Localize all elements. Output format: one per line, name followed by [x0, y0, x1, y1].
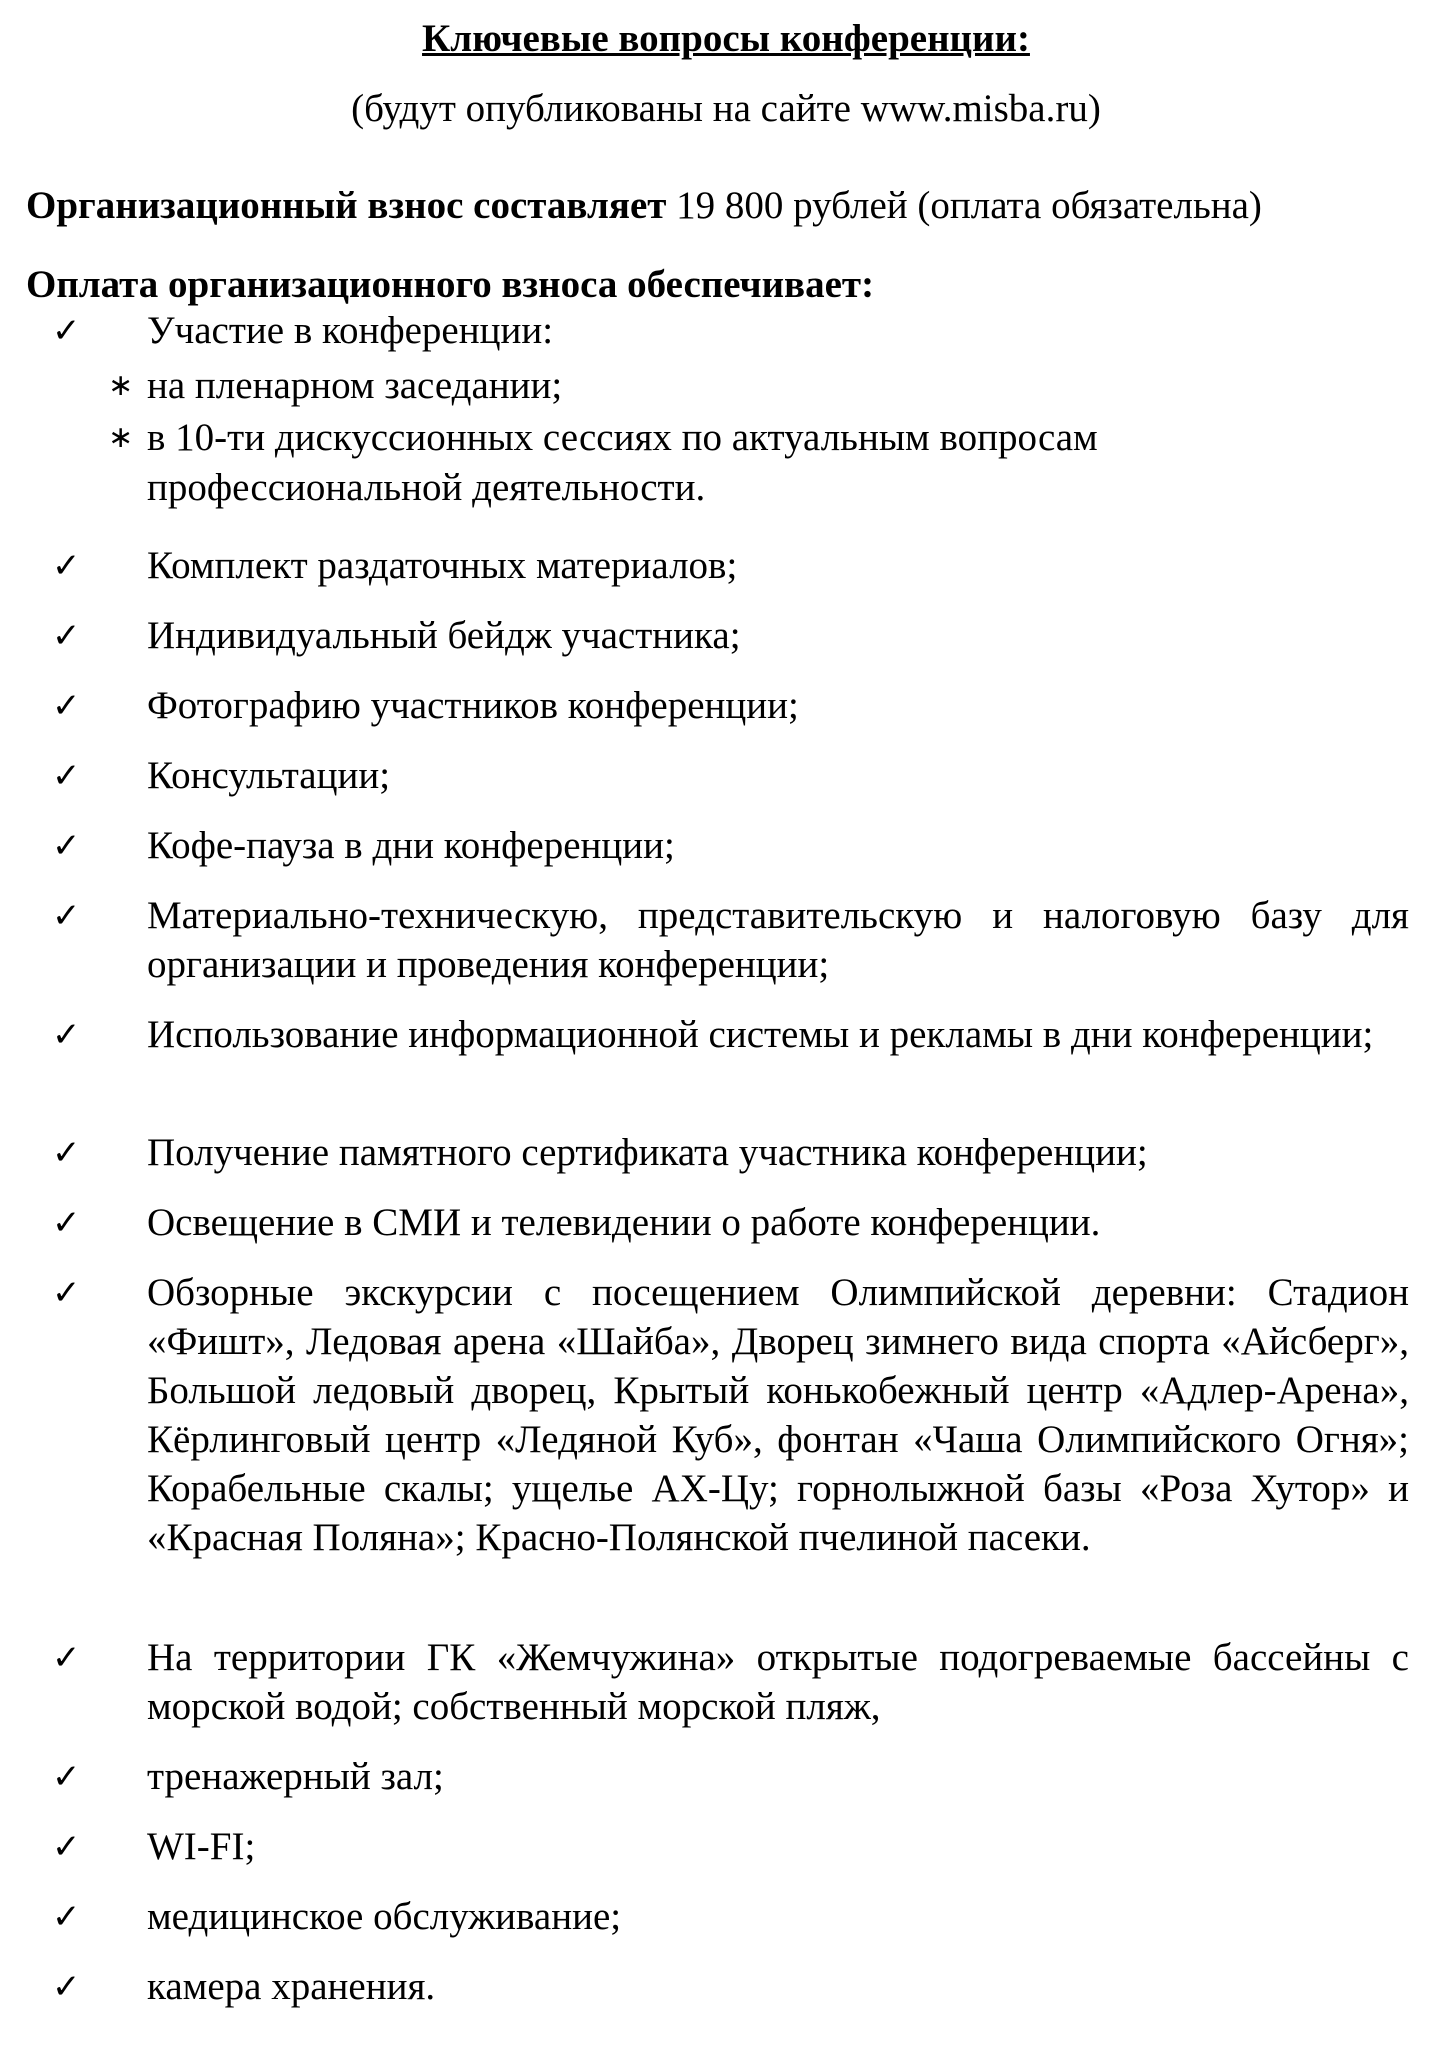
list-item-text: Фотографию участников конференции; [147, 684, 799, 727]
list-item-text: тренажерный зал; [147, 1755, 444, 1798]
list-item-text: Участие в конференции: [147, 309, 554, 352]
list-item-text: медицинское обслуживание; [147, 1895, 622, 1938]
list-item-text: камера хранения. [147, 1965, 436, 2008]
list-item-text: Индивидуальный бейдж участника; [147, 614, 741, 657]
checkmark-icon: ✓ [52, 686, 81, 726]
checkmark-icon: ✓ [52, 1133, 81, 1173]
fee-label: Организационный взнос составляет [26, 184, 667, 227]
checkmark-icon: ✓ [52, 311, 81, 351]
checkmark-icon: ✓ [52, 1827, 81, 1867]
fee-amount: 19 800 рублей (оплата обязательна) [666, 184, 1262, 227]
checkmark-icon: ✓ [52, 546, 81, 586]
checkmark-icon: ✓ [52, 1203, 81, 1243]
list-item-text: Материально-техническую, представительскую и налоговую базу для организации и проведения конференции; [147, 894, 1409, 986]
list-item-text: На территории ГК «Жемчужина» открытые подогреваемые бассейны с морской водой; собственный морской пляж, [147, 1636, 1409, 1728]
checkmark-icon: ✓ [52, 1273, 81, 1313]
checkmark-icon: ✓ [52, 1638, 81, 1678]
sub-list-item-text: на пленарном заседании; [147, 364, 563, 407]
document-title: Ключевые вопросы конференции: [422, 17, 1030, 60]
sub-list-item-text: в 10-ти дискуссионных сессиях по актуальным вопросам профессиональной деятельности. [147, 416, 1098, 509]
checkmark-icon: ✓ [52, 896, 81, 936]
list-item-text: Использование информационной системы и рекламы в дни конференции; [147, 1013, 1374, 1056]
checkmark-icon: ✓ [52, 1757, 81, 1797]
asterisk-icon: ∗ [108, 420, 134, 455]
checkmark-icon: ✓ [52, 826, 81, 866]
list-item-text: Получение памятного сертификата участника конференции; [147, 1131, 1148, 1174]
list-item-text: WI-FI; [147, 1825, 256, 1868]
checkmark-icon: ✓ [52, 1897, 81, 1937]
list-item-text: Комплект раздаточных материалов; [147, 544, 738, 587]
list-item-text: Консультации; [147, 754, 391, 797]
fee-paragraph [26, 181, 1262, 231]
asterisk-icon: ∗ [108, 368, 134, 403]
provides-heading: Оплата организационного взноса обеспечивает: [26, 263, 875, 306]
document-subtitle: (будут опубликованы на сайте www.misba.ru) [351, 87, 1101, 130]
checkmark-icon: ✓ [52, 616, 81, 656]
list-item-text: Освещение в СМИ и телевидении о работе конференции. [147, 1201, 1101, 1244]
list-item-text: Кофе-пауза в дни конференции; [147, 824, 675, 867]
checkmark-icon: ✓ [52, 756, 81, 796]
checkmark-icon: ✓ [52, 1967, 81, 2007]
checkmark-icon: ✓ [52, 1015, 81, 1055]
list-item-text: Обзорные экскурсии с посещением Олимпийской деревни: Стадион «Фишт», Ледовая арена «Шайба», Дворец зимнего вида спорта «Айсберг», Большой ледовый дворец, Крытый конькобежный центр «Адлер-Арена», Кёрлинговый центр «Ледяной Куб», фонтан «Чаша Олимпийского Огня»; Корабельные скалы; ущелье АХ-Цу; горнолыжной базы «Роза Хутор» и «Красная Поляна»; Красно-Полянской пчелиной пасеки. [147, 1271, 1409, 1559]
